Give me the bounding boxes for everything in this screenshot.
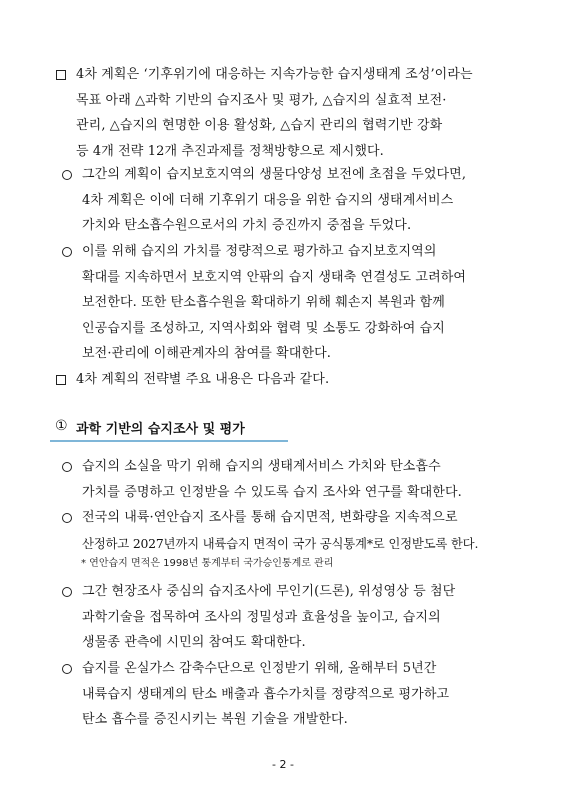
text-line: 인공습지를 조성하고, 지역사회와 협력 및 소통도 강화하여 습지	[82, 320, 445, 336]
text-line: 등 4개 전략 12개 추진과제를 정책방향으로 제시했다.	[76, 143, 384, 159]
text-line: 습지를 온실가스 감축수단으로 인정받기 위해, 올해부터 5년간	[82, 661, 437, 676]
text-line: 생물종 관측에 시민의 참여도 확대한다.	[82, 635, 306, 650]
text-line: 과학기술을 접목하여 조사의 정밀성과 효율성을 높이고, 습지의	[82, 609, 441, 625]
text-line: 목표 아래 △과학 기반의 습지조사 및 평가, △습지의 실효적 보전·	[76, 92, 447, 108]
footnote: * 연안습지 면적은 1998년 통계부터 국가승인통계로 관리	[81, 558, 334, 569]
circle-bullet-icon	[62, 664, 72, 674]
text-line: 이를 위해 습지의 가치를 정량적으로 평가하고 습지보호지역의	[82, 244, 437, 259]
text-line: 보전·관리에 이해관계자의 참여를 확대한다.	[82, 346, 332, 361]
circle-bullet-icon	[62, 587, 72, 597]
circle-bullet-icon	[62, 170, 72, 180]
text-line: 그간 현장조사 중심의 습지조사에 무인기(드론), 위성영상 등 첨단	[82, 584, 456, 599]
square-bullet-icon	[56, 375, 66, 385]
circle-bullet-icon	[62, 513, 72, 523]
bullet-paragraph-2-text	[82, 239, 520, 367]
text-line: 보전한다. 또한 탄소흡수원을 확대하기 위해 훼손지 복원과 함께	[82, 295, 445, 310]
text-line: 4차 계획은 이에 더해 기후위기 대응을 위한 습지의 생태계서비스	[82, 192, 454, 208]
text-line: 내륙습지 생태계의 탄소 배출과 흡수가치를 정량적으로 평가하고	[82, 686, 450, 702]
bullet-paragraph-1-text	[82, 162, 520, 239]
text-line: 확대를 지속하면서 보호지역 안팎의 습지 생태축 연결성도 고려하여	[82, 269, 467, 285]
heading-title: 과학 기반의 습지조사 및 평가	[76, 422, 245, 437]
text-line: 탄소 흡수를 증진시키는 복원 기술을 개발한다.	[82, 712, 348, 727]
text-line: 4차 계획의 전략별 주요 내용은 다음과 같다.	[76, 372, 330, 387]
text-line: 전국의 내륙·연안습지 조사를 통해 습지면적, 변화량을 지속적으로	[82, 510, 458, 525]
text-line: 산정하고 2027년까지 내륙습지 면적이 국가 공식통계*로 인정받도록 한다.	[82, 535, 479, 551]
strategy-heading	[50, 416, 288, 442]
bullet-paragraph-3-text	[82, 454, 520, 505]
bullet-paragraph-5-text	[82, 579, 520, 656]
text-line: 가치와 탄소흡수원으로서의 가치 증진까지 중점을 두었다.	[82, 218, 412, 233]
bullet-paragraph-4-text	[82, 505, 520, 556]
circle-bullet-icon	[62, 247, 72, 257]
circle-bullet-icon	[62, 462, 72, 472]
text-line: 4차 계획은 ‘기후위기에 대응하는 지속가능한 습지생태계 조성’이라는	[76, 67, 473, 82]
text-line: 그간의 계획이 습지보호지역의 생물다양성 보전에 초점을 두었다면,	[82, 167, 467, 182]
bullet-paragraph-6-text	[82, 656, 520, 733]
text-line: 습지의 소실을 막기 위해 습지의 생태계서비스 가치와 탄소흡수	[82, 459, 441, 474]
text-line: 관리, △습지의 현명한 이용 활성화, △습지 관리의 협력기반 강화	[76, 118, 443, 133]
heading-number: ①	[55, 418, 68, 434]
section-paragraph-1-text	[76, 62, 516, 164]
square-bullet-icon	[56, 70, 66, 80]
section-paragraph-2-text	[76, 367, 516, 393]
page-number: - 2 -	[272, 758, 294, 771]
text-line: 가치를 증명하고 인정받을 수 있도록 습지 조사와 연구를 확대한다.	[82, 484, 462, 500]
